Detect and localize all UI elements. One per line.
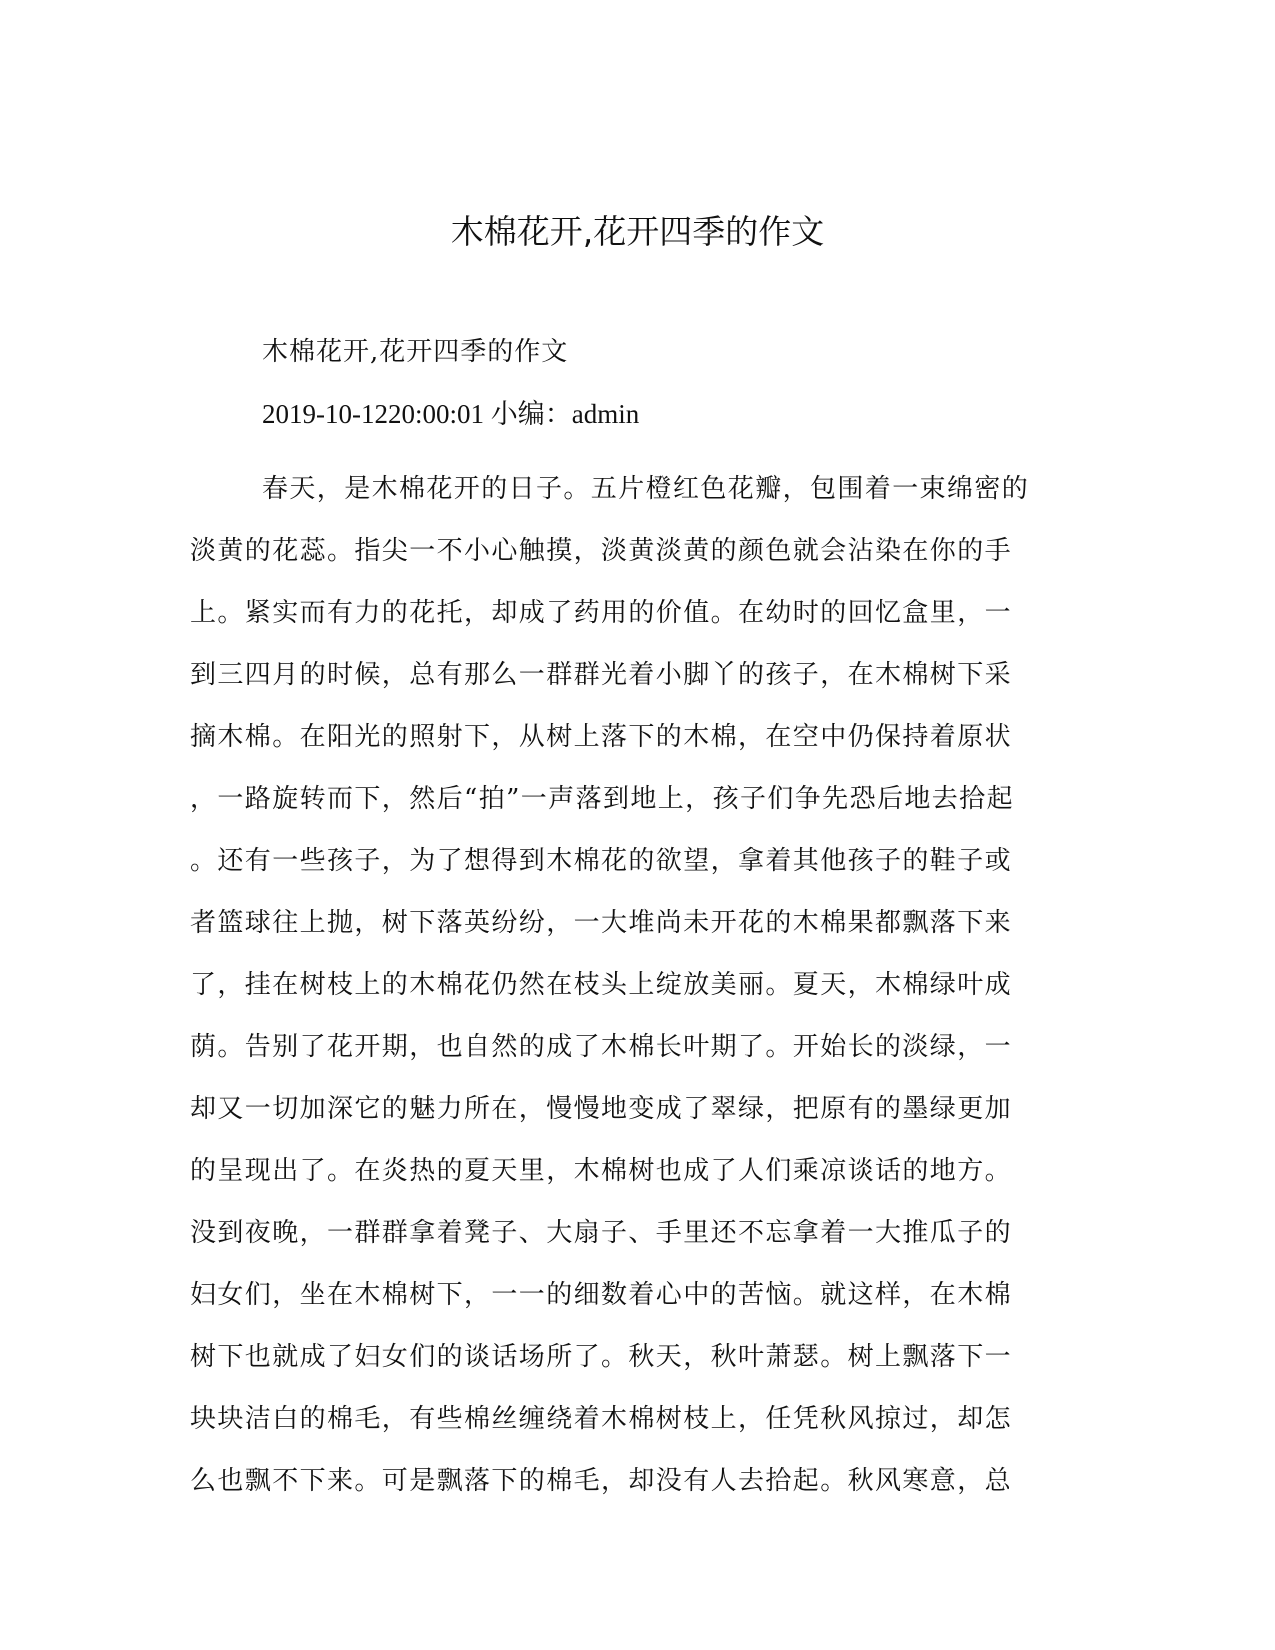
body-line: 了，挂在树枝上的木棉花仍然在枝头上绽放美丽。夏天，木棉绿叶成 xyxy=(190,970,1013,1000)
body-line: 的呈现出了。在炎热的夏天里，木棉树也成了人们乘凉谈话的地方。 xyxy=(190,1156,1013,1186)
body-line: 春天，是木棉花开的日子。五片橙红色花瓣，包围着一束绵密的 xyxy=(262,474,1030,504)
body-line: 却又一切加深它的魅力所在，慢慢地变成了翠绿，把原有的墨绿更加 xyxy=(190,1094,1013,1124)
body-line: 妇女们，坐在木棉树下，一一的细数着心中的苦恼。就这样，在木棉 xyxy=(190,1280,1013,1310)
body-line: 者篮球往上抛，树下落英纷纷，一大堆尚未开花的木棉果都飘落下来 xyxy=(190,908,1013,938)
body-line: 上。紧实而有力的花托，却成了药用的价值。在幼时的回忆盒里，一 xyxy=(190,598,1013,628)
body-line: 荫。告别了花开期，也自然的成了木棉长叶期了。开始长的淡绿，一 xyxy=(190,1032,1013,1062)
article-body xyxy=(190,458,1090,1512)
body-line: ，一路旋转而下，然后“拍”一声落到地上，孩子们争先恐后地去拾起 xyxy=(190,784,1014,814)
body-line: 淡黄的花蕊。指尖一不小心触摸，淡黄淡黄的颜色就会沾染在你的手 xyxy=(190,536,1013,566)
article-subtitle: 木棉花开,花开四季的作文 xyxy=(262,337,569,367)
body-line: 。还有一些孩子，为了想得到木棉花的欲望，拿着其他孩子的鞋子或 xyxy=(190,846,1013,876)
body-line: 摘木棉。在阳光的照射下，从树上落下的木棉，在空中仍保持着原状 xyxy=(190,722,1013,752)
body-line: 到三四月的时候，总有那么一群群光着小脚丫的孩子，在木棉树下采 xyxy=(190,660,1013,690)
body-line: 树下也就成了妇女们的谈话场所了。秋天，秋叶萧瑟。树上飘落下一 xyxy=(190,1342,1013,1372)
body-line: 块块洁白的棉毛，有些棉丝缠绕着木棉树枝上，任凭秋风掠过，却怎 xyxy=(190,1404,1013,1434)
body-line: 没到夜晚，一群群拿着凳子、大扇子、手里还不忘拿着一大推瓜子的 xyxy=(190,1218,1013,1248)
document-title: 木棉花开,花开四季的作文 xyxy=(450,212,825,251)
article-meta: 2019-10-1220:00:01 小编：admin xyxy=(262,399,640,429)
body-line: 么也飘不下来。可是飘落下的棉毛，却没有人去拾起。秋风寒意，总 xyxy=(190,1466,1013,1496)
